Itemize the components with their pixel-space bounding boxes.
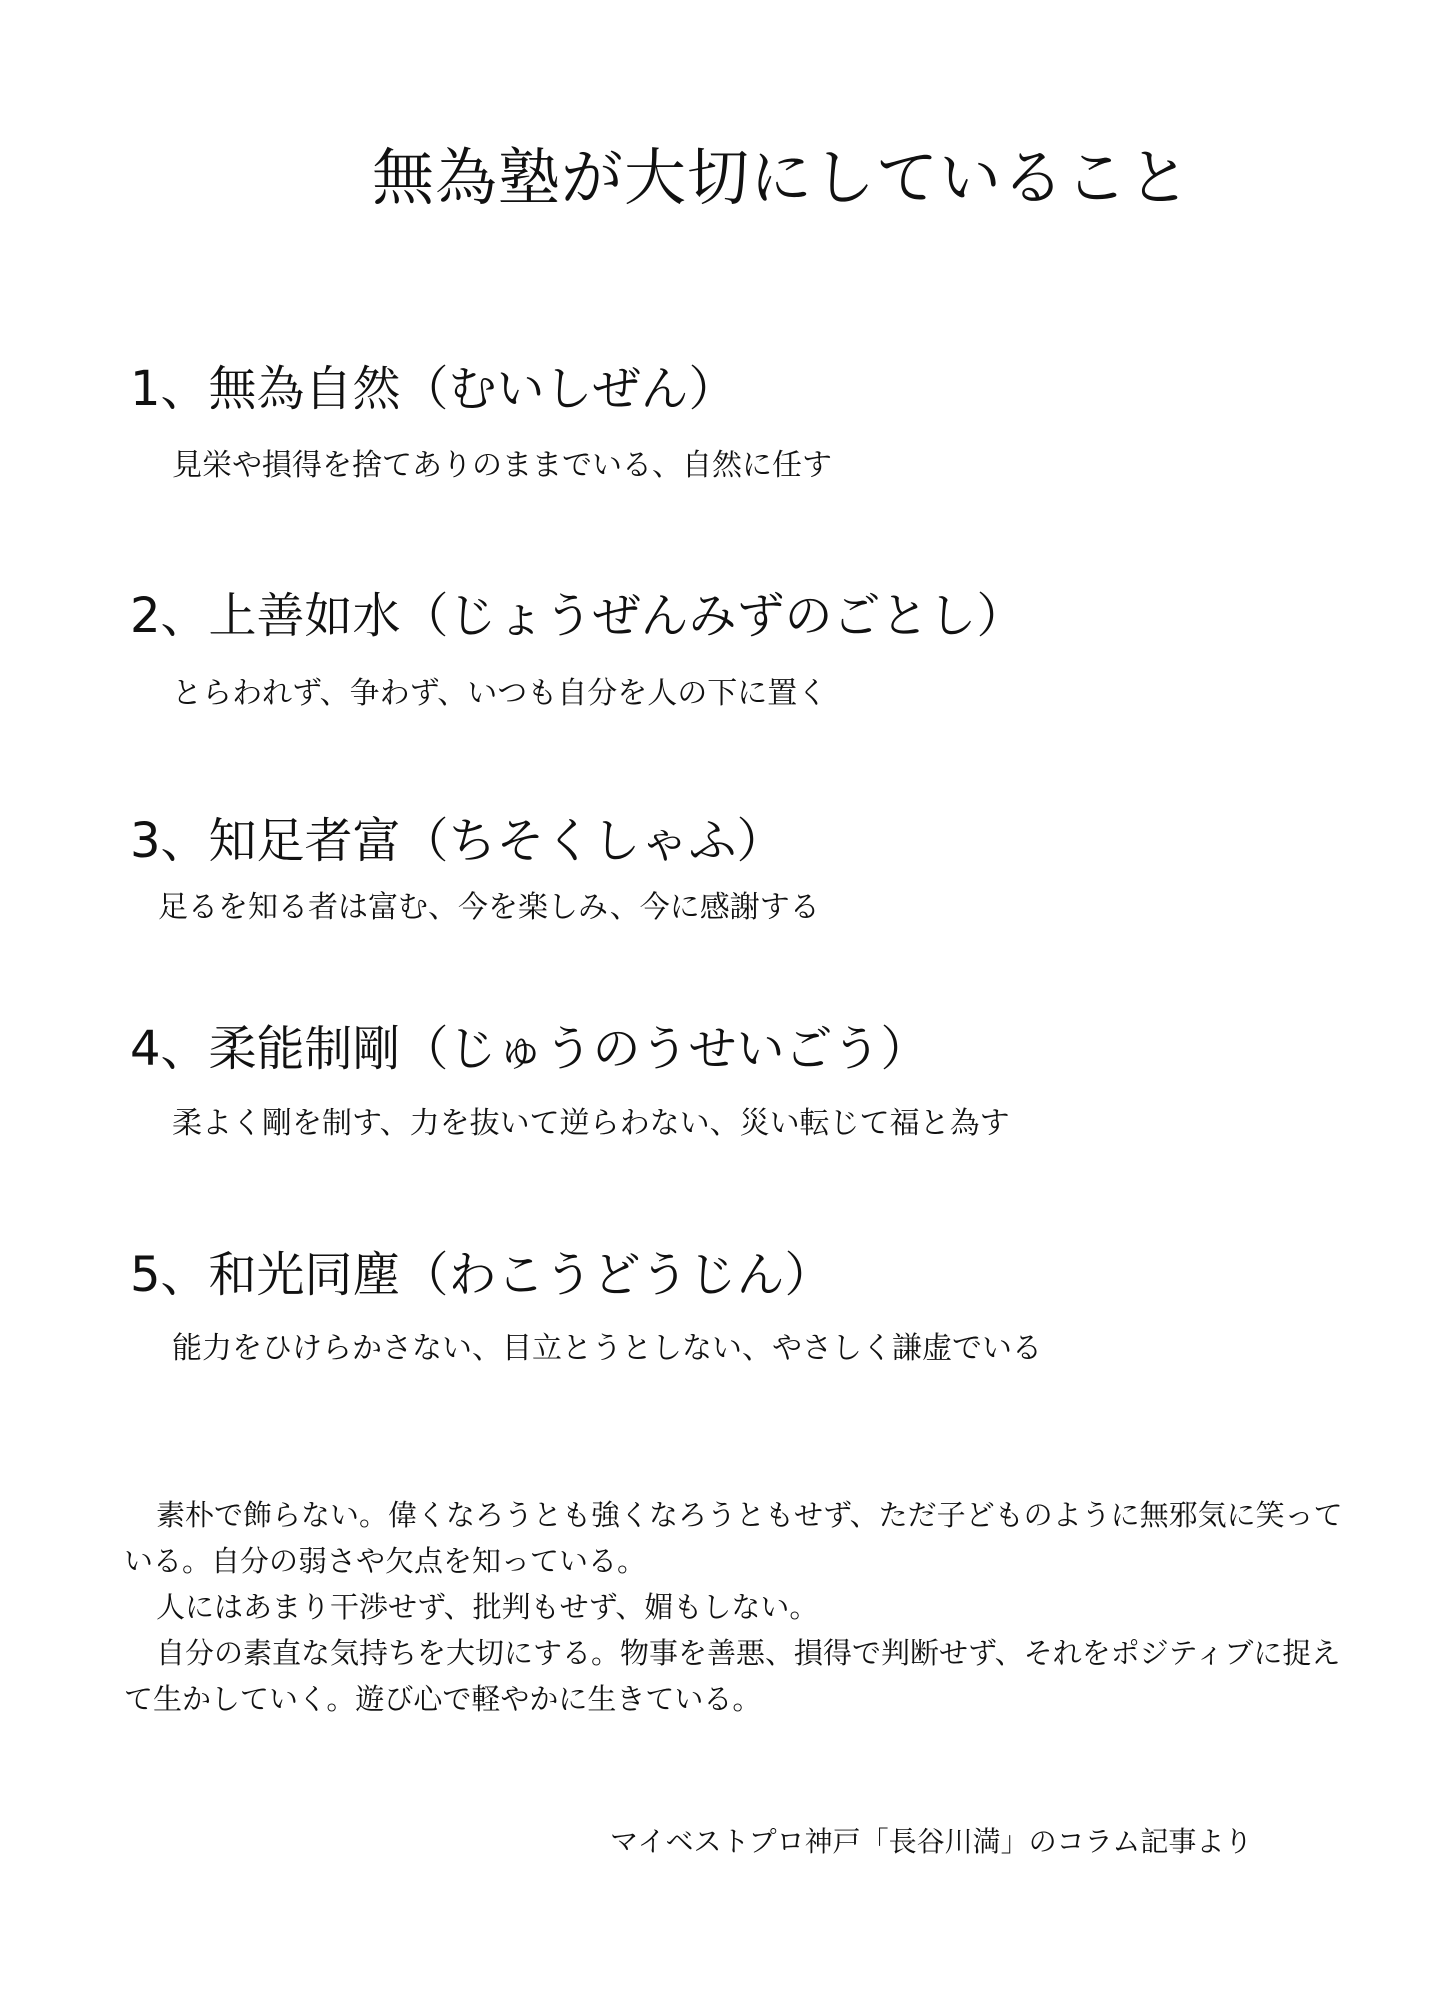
page-title: 無為塾が大切にしていること	[372, 141, 1192, 214]
principle-heading-3: 3、知足者富（ちそくしゃふ）	[130, 813, 785, 869]
principle-heading-2: 2、上善如水（じょうぜんみずのごとし）	[130, 588, 1025, 644]
principle-description-1: 見栄や損得を捨てありのままでいる、自然に任す	[172, 448, 832, 483]
source-credit: マイベストプロ神戸「長谷川満」のコラム記事より	[610, 1825, 1253, 1858]
principle-heading-5: 5、和光同塵（わこうどうじん）	[130, 1247, 833, 1303]
body-paragraph-1: 素朴で飾らない。偉くなろうとも強くなろうともせず、ただ子どものように無邪気に笑っている。自分の弱さや欠点を知っている。	[124, 1498, 1343, 1578]
principle-description-3: 足るを知る者は富む、今を楽しみ、今に感謝する	[158, 890, 820, 925]
body-paragraph-2: 人にはあまり干渉せず、批判もせず、媚もしない。	[156, 1590, 819, 1624]
principle-heading-4: 4、柔能制剛（じゅうのうせいごう）	[130, 1021, 929, 1077]
body-paragraph-3: 自分の素直な気持ちを大切にする。物事を善悪、損得で判断せず、それをポジティブに捉えて生かしていく。遊び心で軽やかに生きている。	[124, 1636, 1341, 1716]
principle-description-4: 柔よく剛を制す、力を抜いて逆らわない、災い転じて福と為す	[172, 1106, 1010, 1141]
principle-description-2: とらわれず、争わず、いつも自分を人の下に置く	[172, 676, 828, 711]
principle-heading-1: 1、無為自然（むいしぜん）	[130, 361, 737, 417]
principle-description-5: 能力をひけらかさない、目立とうとしない、やさしく謙虚でいる	[172, 1331, 1042, 1366]
body-text	[124, 1492, 1354, 1722]
